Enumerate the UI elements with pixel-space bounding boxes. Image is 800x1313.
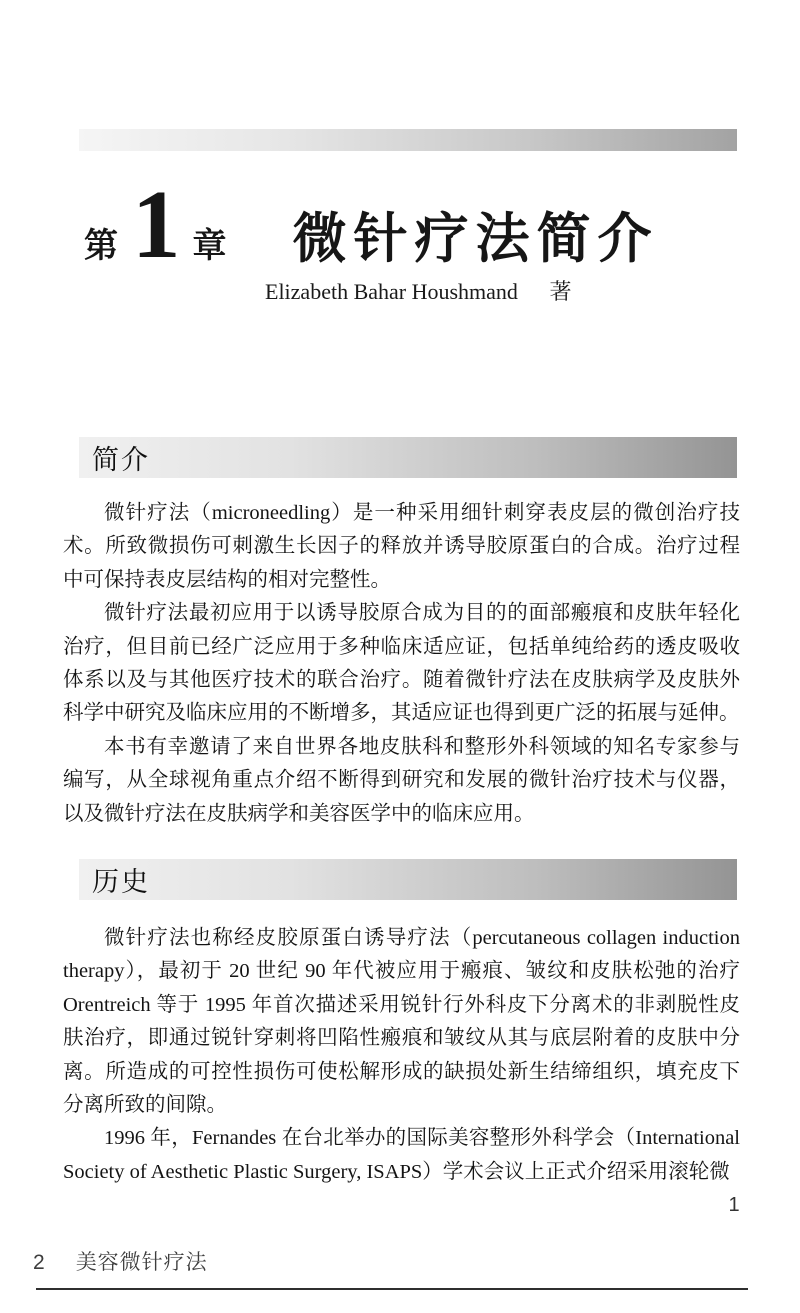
running-footer bbox=[33, 1246, 208, 1276]
footer-book-title: 美容微针疗法 bbox=[75, 1251, 208, 1274]
footer-rule bbox=[36, 1288, 748, 1290]
text-line: 科学中研究及临床应用的不断增多，其适应证也得到更广泛的拓展与延伸。 bbox=[63, 702, 740, 725]
chapter-number: 1 bbox=[132, 171, 181, 278]
text-line: 分离所致的间隙。 bbox=[63, 1093, 227, 1116]
text-line: 微针疗法最初应用于以诱导胶原合成为目的的面部瘢痕和皮肤年轻化 bbox=[104, 602, 740, 625]
section-heading-label: 简介 bbox=[92, 445, 150, 475]
chapter-heading bbox=[84, 171, 659, 278]
text-line: Orentreich 等于 1995 年首次描述采用锐针行外科皮下分离术的非剥脱性皮 bbox=[63, 993, 740, 1016]
page-number: 1 bbox=[728, 1194, 740, 1216]
text-line: 肤治疗，即通过锐针穿刺将凹陷性瘢痕和皱纹从其与底层附着的皮肤中分 bbox=[63, 1027, 740, 1050]
section-header-intro bbox=[79, 437, 737, 478]
text-line: 1996 年，Fernandes 在台北举办的国际美容整形外科学会（International bbox=[104, 1127, 740, 1150]
text-line: 术。所致微损伤可刺激生长因子的释放并诱导胶原蛋白的合成。治疗过程 bbox=[63, 535, 740, 558]
text-line: Society of Aesthetic Plastic Surgery, ISAPS）学术会议上正式介绍采用滚轮微 bbox=[63, 1160, 730, 1183]
text-line: 离。所造成的可控性损伤可使松解形成的缺损处新生结缔组织，填充皮下 bbox=[63, 1060, 740, 1083]
top-gradient-rule bbox=[79, 129, 737, 151]
text-line: 中可保持表皮层结构的相对完整性。 bbox=[63, 568, 391, 591]
text-line: 治疗，但目前已经广泛应用于多种临床适应证，包括单纯给药的透皮吸收 bbox=[63, 635, 740, 658]
text-line: 编写，从全球视角重点介绍不断得到研究和发展的微针治疗技术与仪器， bbox=[63, 769, 740, 792]
section-heading-label: 历史 bbox=[92, 867, 150, 897]
history-paragraphs bbox=[63, 922, 740, 1189]
intro-paragraphs bbox=[63, 497, 740, 831]
text-line: 本书有幸邀请了来自世界各地皮肤科和整形外科领域的知名专家参与 bbox=[104, 735, 740, 758]
text-line: 体系以及与其他医疗技术的联合治疗。随着微针疗法在皮肤病学及皮肤外 bbox=[63, 668, 740, 691]
author-name: Elizabeth Bahar Houshmand bbox=[265, 279, 518, 304]
text-line: 以及微针疗法在皮肤病学和美容医学中的临床应用。 bbox=[63, 802, 535, 825]
author-line bbox=[265, 279, 571, 305]
author-role: 著 bbox=[549, 279, 572, 304]
text-line-with-reference bbox=[63, 955, 740, 988]
text-line: 微针疗法也称经皮胶原蛋白诱导疗法（percutaneous collagen induction bbox=[104, 927, 740, 949]
section-header-history bbox=[79, 859, 737, 900]
text-segment: therapy），最初于 20 世纪 90 年代被应用于瘢痕、皱纹和皮肤松弛的治疗 bbox=[63, 960, 740, 983]
footer-page-number: 2 bbox=[33, 1251, 46, 1274]
chapter-prefix: 第 bbox=[84, 228, 118, 265]
chapter-suffix: 章 bbox=[192, 228, 227, 265]
chapter-title: 微针疗法简介 bbox=[292, 209, 659, 269]
text-line: 微针疗法（microneedling）是一种采用细针刺穿表皮层的微创治疗技 bbox=[104, 502, 740, 524]
